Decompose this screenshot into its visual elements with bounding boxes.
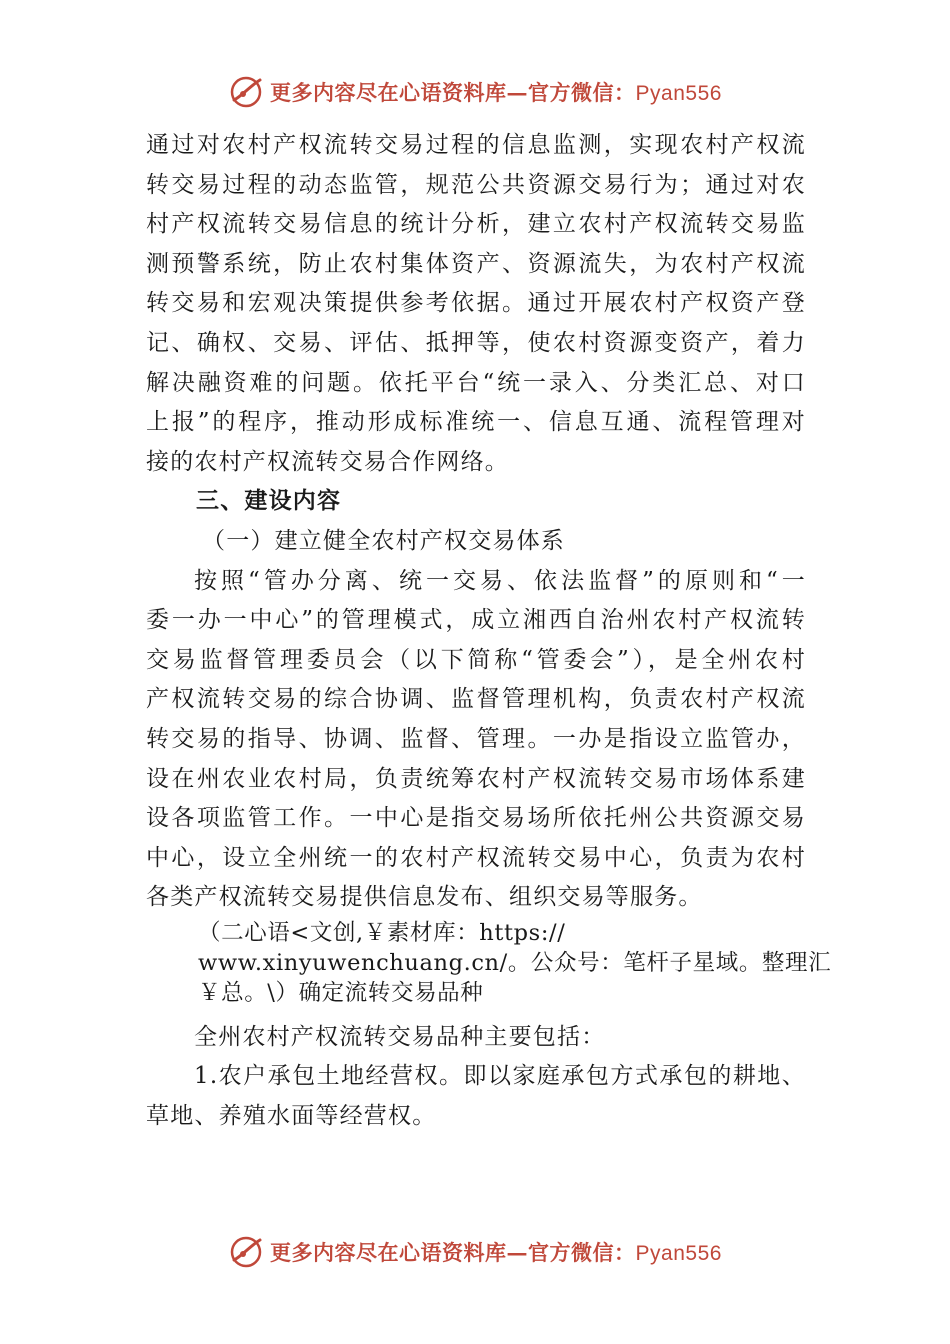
watermark-text: 更多内容尽在心语资料库—官方微信：Pyan556: [270, 1240, 722, 1265]
document-body: [146, 126, 832, 1137]
body-line: 转交易和宏观决策提供参考依据。通过开展农村产权资产登: [146, 290, 806, 317]
inserted-note-line: （二心语<文创,￥素材库：https://: [198, 919, 566, 946]
body-line: 按照“管办分离、统一交易、依法监督”的原则和“一: [194, 567, 806, 594]
body-line: 村产权流转交易信息的统计分析，建立农村产权流转交易监: [146, 211, 806, 238]
inserted-note-line: ￥总。\）确定流转交易品种: [198, 979, 484, 1006]
watermark-id: Pyan556: [635, 82, 722, 105]
body-line: 委一办一中心”的管理模式，成立湘西自治州农村产权流转: [146, 607, 806, 634]
watermark-banner-top: [0, 72, 950, 112]
list-item: 1.农户承包土地经营权。即以家庭承包方式承包的耕地、: [194, 1063, 806, 1090]
body-line: 转交易过程的动态监管，规范公共资源交易行为；通过对农: [146, 171, 806, 198]
body-line: 解决融资难的问题。依托平台“统一录入、分类汇总、对口: [146, 369, 806, 396]
brush-logo-icon: [228, 1234, 264, 1270]
body-line: 设在州农业农村局，负责统筹农村产权流转交易市场体系建: [146, 765, 806, 792]
body-line: 转交易的指导、协调、监督、管理。一办是指设立监管办，: [146, 725, 806, 752]
body-line: 记、确权、交易、评估、抵押等，使农村资源变资产，着力: [146, 329, 806, 356]
body-line: 全州农村产权流转交易品种主要包括：: [194, 1023, 606, 1050]
body-line: 设各项监管工作。一中心是指交易场所依托州公共资源交易: [146, 805, 806, 832]
watermark-banner-bottom: [0, 1232, 950, 1272]
subsection-heading: （一）建立健全农村产权交易体系: [202, 527, 565, 554]
list-item-continuation: 草地、养殖水面等经营权。: [146, 1103, 437, 1130]
body-line: 通过对农村产权流转交易过程的信息监测，实现农村产权流: [146, 132, 806, 158]
body-line: 测预警系统，防止农村集体资产、资源流失，为农村产权流: [146, 250, 806, 277]
body-line: 产权流转交易的综合协调、监督管理机构，负责农村产权流: [146, 686, 806, 713]
watermark-id: Pyan556: [635, 1242, 722, 1265]
brush-logo-icon: [228, 74, 264, 110]
section-heading: 三、建设内容: [196, 488, 342, 515]
body-line: 上报”的程序，推动形成标准统一、信息互通、流程管理对: [146, 409, 806, 436]
body-line: 交易监督管理委员会（以下简称“管委会”），是全州农村: [146, 646, 806, 673]
body-line: 接的农村产权流转交易合作网络。: [146, 448, 509, 475]
body-line: 各类产权流转交易提供信息发布、组织交易等服务。: [146, 884, 703, 911]
inserted-note-line: www.xinyuwenchuang.cn/。公众号：笔杆子星域。整理汇: [198, 949, 832, 976]
body-line: 中心，设立全州统一的农村产权流转交易中心，负责为农村: [146, 844, 806, 871]
watermark-text: 更多内容尽在心语资料库—官方微信：Pyan556: [270, 80, 722, 105]
